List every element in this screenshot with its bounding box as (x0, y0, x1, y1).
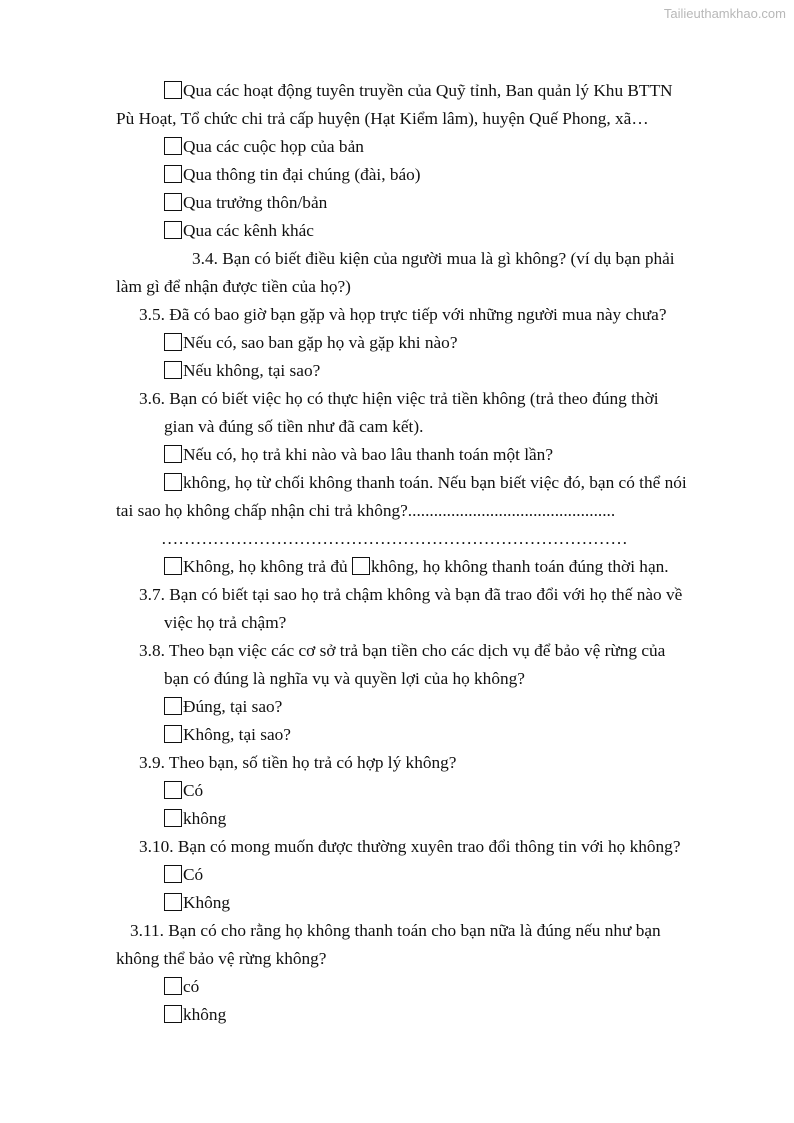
question-3-7: 3.7. Bạn có biết tại sao họ trả chậm không và bạn đã trao đổi với họ thế nào về (139, 585, 683, 604)
option-line (164, 557, 669, 577)
text-line (116, 501, 615, 521)
option-label: Qua các kênh khác (183, 221, 314, 240)
option-label: Qua các cuộc họp của bản (183, 137, 364, 156)
line-text: tai sao họ không chấp nhận chi trả không? (116, 501, 408, 520)
option-label: không (183, 809, 227, 828)
checkbox[interactable] (164, 445, 182, 463)
text-line: việc họ trả chậm? (164, 613, 287, 632)
option-line (164, 865, 203, 885)
option-line (164, 781, 203, 801)
option-label: Không, họ không trả đủ (183, 557, 348, 576)
answer-dots-line: ……………………………………………………………………… (161, 529, 628, 548)
option-line (164, 193, 327, 213)
option-label: Nếu có, sao ban gặp họ và gặp khi nào? (183, 333, 458, 352)
option-label: Có (183, 865, 204, 884)
option-label: Đúng, tại sao? (183, 697, 283, 716)
option-label: Qua thông tin đại chúng (đài, báo) (183, 165, 421, 184)
option-line (164, 725, 291, 745)
option-line (164, 165, 421, 185)
option-line (164, 977, 199, 997)
checkbox[interactable] (164, 809, 182, 827)
question-3-5: 3.5. Đã có bao giờ bạn gặp và họp trực tiếp với những người mua này chưa? (139, 305, 667, 324)
checkbox[interactable] (164, 137, 182, 155)
option-label: Nếu có, họ trả khi nào và bao lâu thanh toán một lần? (183, 445, 553, 464)
option-label: không (183, 1005, 227, 1024)
checkbox[interactable] (164, 725, 182, 743)
question-3-11: 3.11. Bạn có cho rằng họ không thanh toán cho bạn nữa là đúng nếu như bạn (130, 921, 661, 940)
checkbox[interactable] (164, 697, 182, 715)
option-label: Qua các hoạt động tuyên truyền của Quỹ tỉnh, Ban quản lý Khu BTTN (183, 81, 673, 100)
checkbox[interactable] (164, 165, 182, 183)
option-line (164, 333, 458, 353)
checkbox[interactable] (164, 1005, 182, 1023)
text-line: bạn có đúng là nghĩa vụ và quyền lợi của họ không? (164, 669, 525, 688)
checkbox[interactable] (164, 865, 182, 883)
checkbox[interactable] (164, 473, 182, 491)
option-label: Có (183, 781, 204, 800)
watermark: Tailieuthamkhao.com (663, 6, 786, 21)
option-label: Nếu không, tại sao? (183, 361, 321, 380)
checkbox[interactable] (164, 893, 182, 911)
question-3-6: 3.6. Bạn có biết việc họ có thực hiện việc trả tiền không (trả theo đúng thời (139, 389, 659, 408)
text-line: Pù Hoạt, Tổ chức chi trả cấp huyện (Hạt Kiểm lâm), huyện Quế Phong, xã… (116, 109, 649, 128)
checkbox[interactable] (164, 557, 182, 575)
question-3-10: 3.10. Bạn có mong muốn được thường xuyên trao đổi thông tin với họ không? (139, 837, 681, 856)
option-line (164, 473, 687, 493)
option-label: Không (183, 893, 231, 912)
checkbox[interactable] (164, 221, 182, 239)
question-3-8: 3.8. Theo bạn việc các cơ sở trả bạn tiền cho các dịch vụ để bảo vệ rừng của (139, 641, 666, 660)
option-line (164, 893, 230, 913)
question-3-4: 3.4. Bạn có biết điều kiện của người mua là gì không? (ví dụ bạn phải (192, 249, 675, 268)
option-label: Qua trưởng thôn/bản (183, 193, 328, 212)
checkbox[interactable] (164, 333, 182, 351)
option-line (164, 697, 282, 717)
checkbox[interactable] (164, 977, 182, 995)
option-line (164, 445, 553, 465)
option-label: không, họ từ chối không thanh toán. Nếu bạn biết việc đó, bạn có thể nói (183, 473, 687, 492)
checkbox[interactable] (164, 361, 182, 379)
checkbox[interactable] (164, 193, 182, 211)
answer-dots: ................................................ (407, 501, 616, 520)
text-line: làm gì để nhận được tiền của họ?) (116, 277, 351, 296)
text-line: gian và đúng số tiền như đã cam kết). (164, 417, 424, 436)
checkbox[interactable] (352, 557, 370, 575)
option-line (164, 81, 673, 101)
option-label: Không, tại sao? (183, 725, 291, 744)
option-line (164, 809, 226, 829)
option-line (164, 1005, 226, 1025)
checkbox[interactable] (164, 781, 182, 799)
option-label: không, họ không thanh toán đúng thời hạn. (370, 557, 669, 576)
checkbox[interactable] (164, 81, 182, 99)
option-line (164, 137, 364, 157)
question-3-9: 3.9. Theo bạn, số tiền họ trả có hợp lý không? (139, 753, 457, 772)
option-line (164, 221, 314, 241)
text-line: không thể bảo vệ rừng không? (116, 949, 327, 968)
option-line (164, 361, 320, 381)
option-label: có (183, 977, 200, 996)
